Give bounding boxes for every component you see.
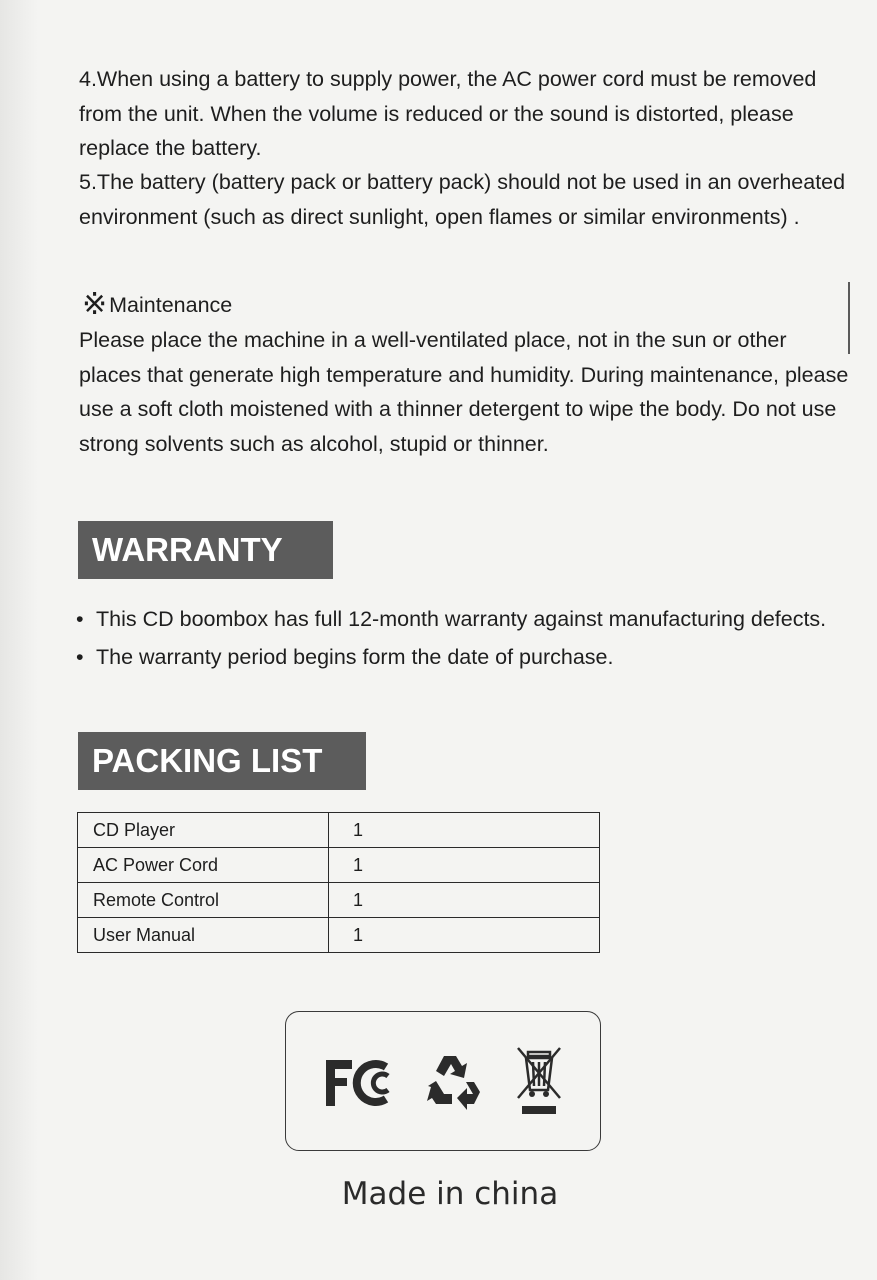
table-row (78, 918, 600, 953)
maintenance-text: Please place the machine in a well-ventilated place, not in the sun or other places that generate high temperature and humidity. During maintenance, please use a soft cloth moistened with a thinner detergent to wipe the body. Do not use strong solvents such as alcohol, stupid or thinner. (79, 328, 849, 456)
fcc-logo (324, 1050, 402, 1114)
recycle-icon (422, 1052, 486, 1112)
table-row (78, 813, 600, 848)
table-row (78, 883, 600, 918)
bullet-icon: • (76, 607, 84, 631)
warranty-list (76, 600, 846, 676)
safety-item-5: 5.The battery (battery pack or battery pack) should not be used in an overheated environment (such as direct sunlight, open flames or similar environments) . (79, 170, 846, 229)
warranty-item-text: The warranty period begins form the date of purchase. (96, 645, 614, 669)
bullet-icon: • (76, 645, 84, 669)
warranty-item-text: This CD boombox has full 12-month warranty against manufacturing defects. (96, 607, 827, 631)
warranty-item (76, 638, 846, 676)
maintenance-title (82, 288, 232, 322)
safety-item-4: 4.When using a battery to supply power, the AC power cord must be removed from the unit. When the volume is reduced or the sound is distorted, please replace the battery. (79, 67, 817, 160)
table-row (78, 848, 600, 883)
item-quantity: 1 (329, 813, 600, 848)
item-name: Remote Control (78, 883, 329, 918)
item-name: User Manual (78, 918, 329, 953)
item-name: AC Power Cord (78, 848, 329, 883)
reference-mark-icon: ※ (82, 287, 108, 322)
warranty-heading: WARRANTY (78, 521, 333, 579)
warranty-item (76, 600, 846, 638)
item-quantity: 1 (329, 848, 600, 883)
certification-logo-box (285, 1011, 601, 1151)
maintenance-title-label: Maintenance (109, 293, 233, 317)
made-in-label: Made in china (341, 1176, 559, 1212)
packing-list-table (77, 812, 600, 953)
item-name: CD Player (78, 813, 329, 848)
weee-crossed-bin-icon (514, 1044, 564, 1118)
item-quantity: 1 (329, 918, 600, 953)
item-quantity: 1 (329, 883, 600, 918)
packing-list-heading: PACKING LIST (78, 732, 366, 790)
page-edge-shadow (0, 0, 38, 1280)
